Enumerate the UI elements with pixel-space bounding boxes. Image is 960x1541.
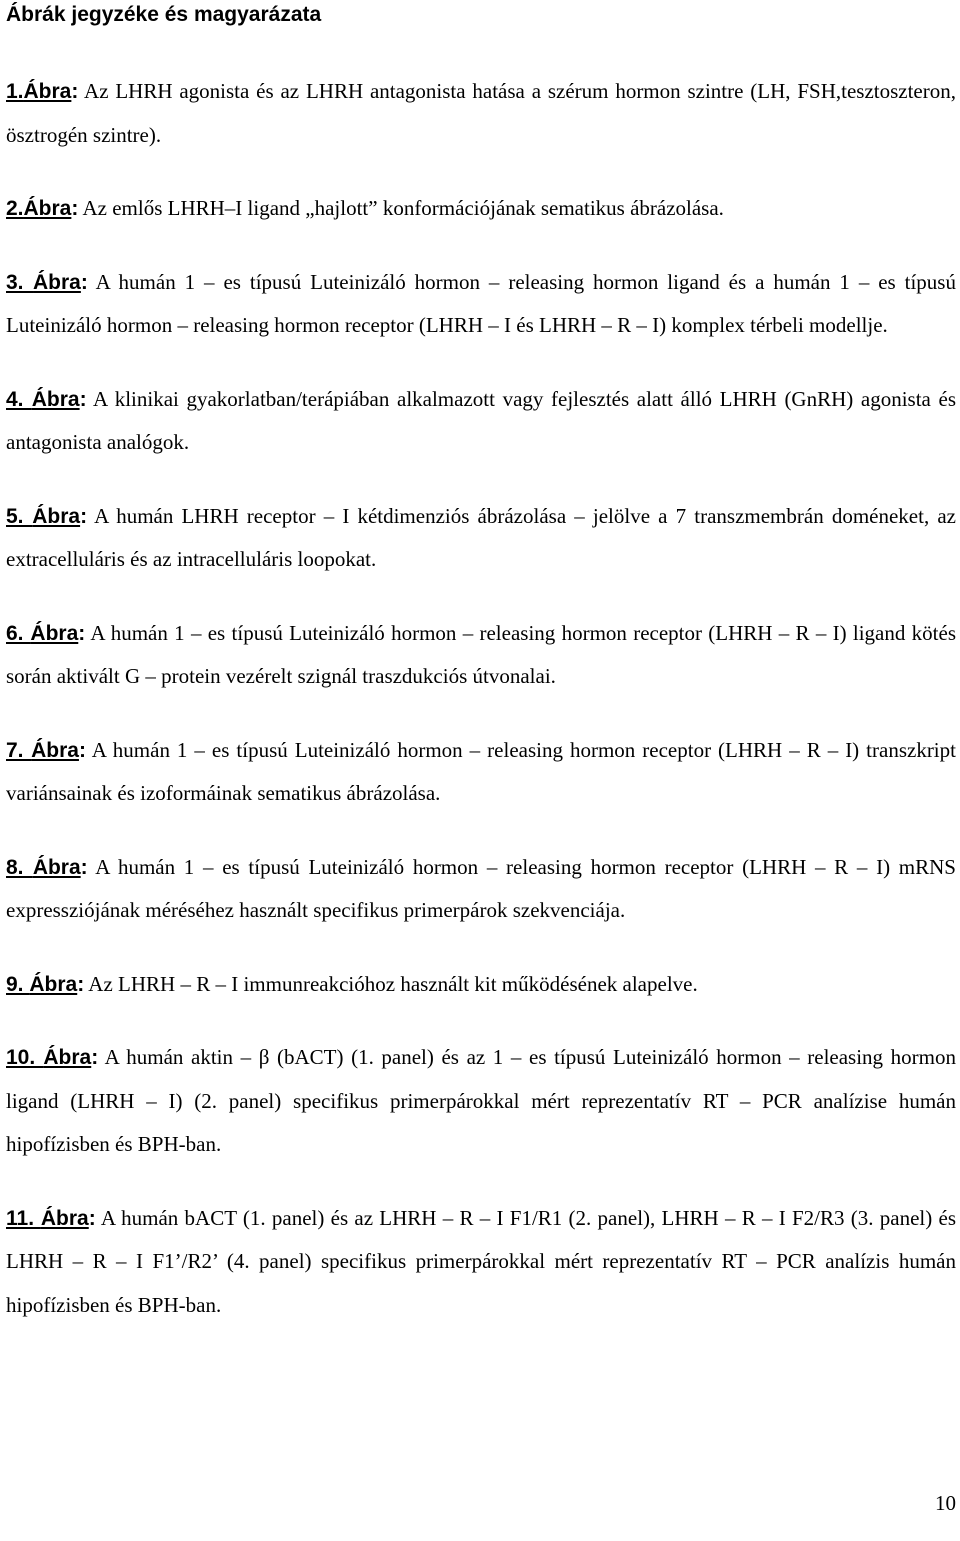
figure-caption: Az LHRH agonista és az LHRH antagonista hatása a szérum hormon szintre (LH, FSH,tesztoszteron, ösztrogén szintre).	[6, 79, 956, 147]
figure-entry-1	[6, 70, 956, 157]
figure-entry-8	[6, 846, 956, 933]
figure-label: 11. Ábra:	[6, 1206, 96, 1230]
figure-caption: Az emlős LHRH–I ligand „hajlott” konformációjának sematikus ábrázolása.	[78, 196, 724, 220]
figure-label: 8. Ábra:	[6, 855, 88, 879]
document-page	[6, 0, 956, 1327]
figure-caption: A humán 1 – es típusú Luteinizáló hormon – releasing hormon receptor (LHRH – R – I) mRNS expressziójának méréséhez használt specifikus primerpárok szekvenciája.	[6, 854, 956, 922]
figure-caption: A humán 1 – es típusú Luteinizáló hormon – releasing hormon ligand és a humán 1 – es típusú Luteinizáló hormon – releasing hormon receptor (LHRH – I és LHRH – R – I) komplex térbeli modellje.	[6, 269, 956, 337]
figure-caption: A humán 1 – es típusú Luteinizáló hormon – releasing hormon receptor (LHRH – R – I) ligand kötés során aktivált G – protein vezérelt szignál traszdukciós útvonalai.	[6, 620, 957, 688]
page-number: 10	[935, 1491, 956, 1515]
figure-caption: A humán LHRH receptor – I kétdimenziós ábrázolása – jelölve a 7 transzmembrán doméneket, az extracelluláris és az intracelluláris loopokat.	[6, 503, 956, 571]
figure-entry-11	[6, 1197, 956, 1328]
figure-list	[6, 70, 956, 1327]
figure-entry-3	[6, 261, 956, 348]
figure-label: 10. Ábra:	[6, 1046, 99, 1069]
figure-label: 7. Ábra:	[6, 738, 86, 762]
document-title: Ábrák jegyzéke és magyarázata	[6, 3, 322, 26]
figure-caption: Az LHRH – R – I immunreakcióhoz használt kit működésének alapelve.	[84, 971, 698, 996]
figure-label: 1.Ábra:	[6, 80, 79, 103]
figure-caption: A humán aktin – β (bACT) (1. panel) és az 1 – es típusú Luteinizáló hormon – releasing hormon ligand (LHRH – I) (2. panel) specifikus primerpárokkal mért reprezentatív RT – PCR analízise humán hipofízisben és BPH-ban.	[6, 1045, 956, 1156]
figure-entry-6	[6, 612, 956, 699]
figure-entry-4	[6, 378, 956, 465]
figure-label: 2.Ábra:	[6, 197, 79, 220]
figure-label: 6. Ábra:	[6, 621, 86, 645]
figure-entry-2	[6, 187, 956, 231]
figure-entry-5	[6, 495, 956, 582]
figure-caption: A humán bACT (1. panel) és az LHRH – R – I F1/R1 (2. panel), LHRH – R – I F2/R3 (3. panel) és LHRH – R – I F1’/R2’ (4. panel) specifikus primerpárokkal mért reprezentatív RT – PCR analízis humán hipofízisben és BPH-ban.	[6, 1205, 957, 1317]
figure-entry-10	[6, 1036, 956, 1167]
figure-caption: A humán 1 – es típusú Luteinizáló hormon – releasing hormon receptor (LHRH – R – I) transzkript variánsainak és izoformáinak sematikus ábrázolása.	[6, 737, 956, 805]
figure-label: 9. Ábra:	[6, 972, 85, 996]
figure-caption: A klinikai gyakorlatban/terápiában alkalmazott vagy fejlesztés alatt álló LHRH (GnRH) agonista és antagonista analógok.	[6, 386, 956, 454]
figure-entry-7	[6, 729, 956, 816]
figure-entry-9	[6, 963, 956, 1007]
figure-label: 5. Ábra:	[6, 504, 88, 528]
figure-label: 3. Ábra:	[6, 270, 88, 294]
figure-label: 4. Ábra:	[6, 387, 87, 411]
